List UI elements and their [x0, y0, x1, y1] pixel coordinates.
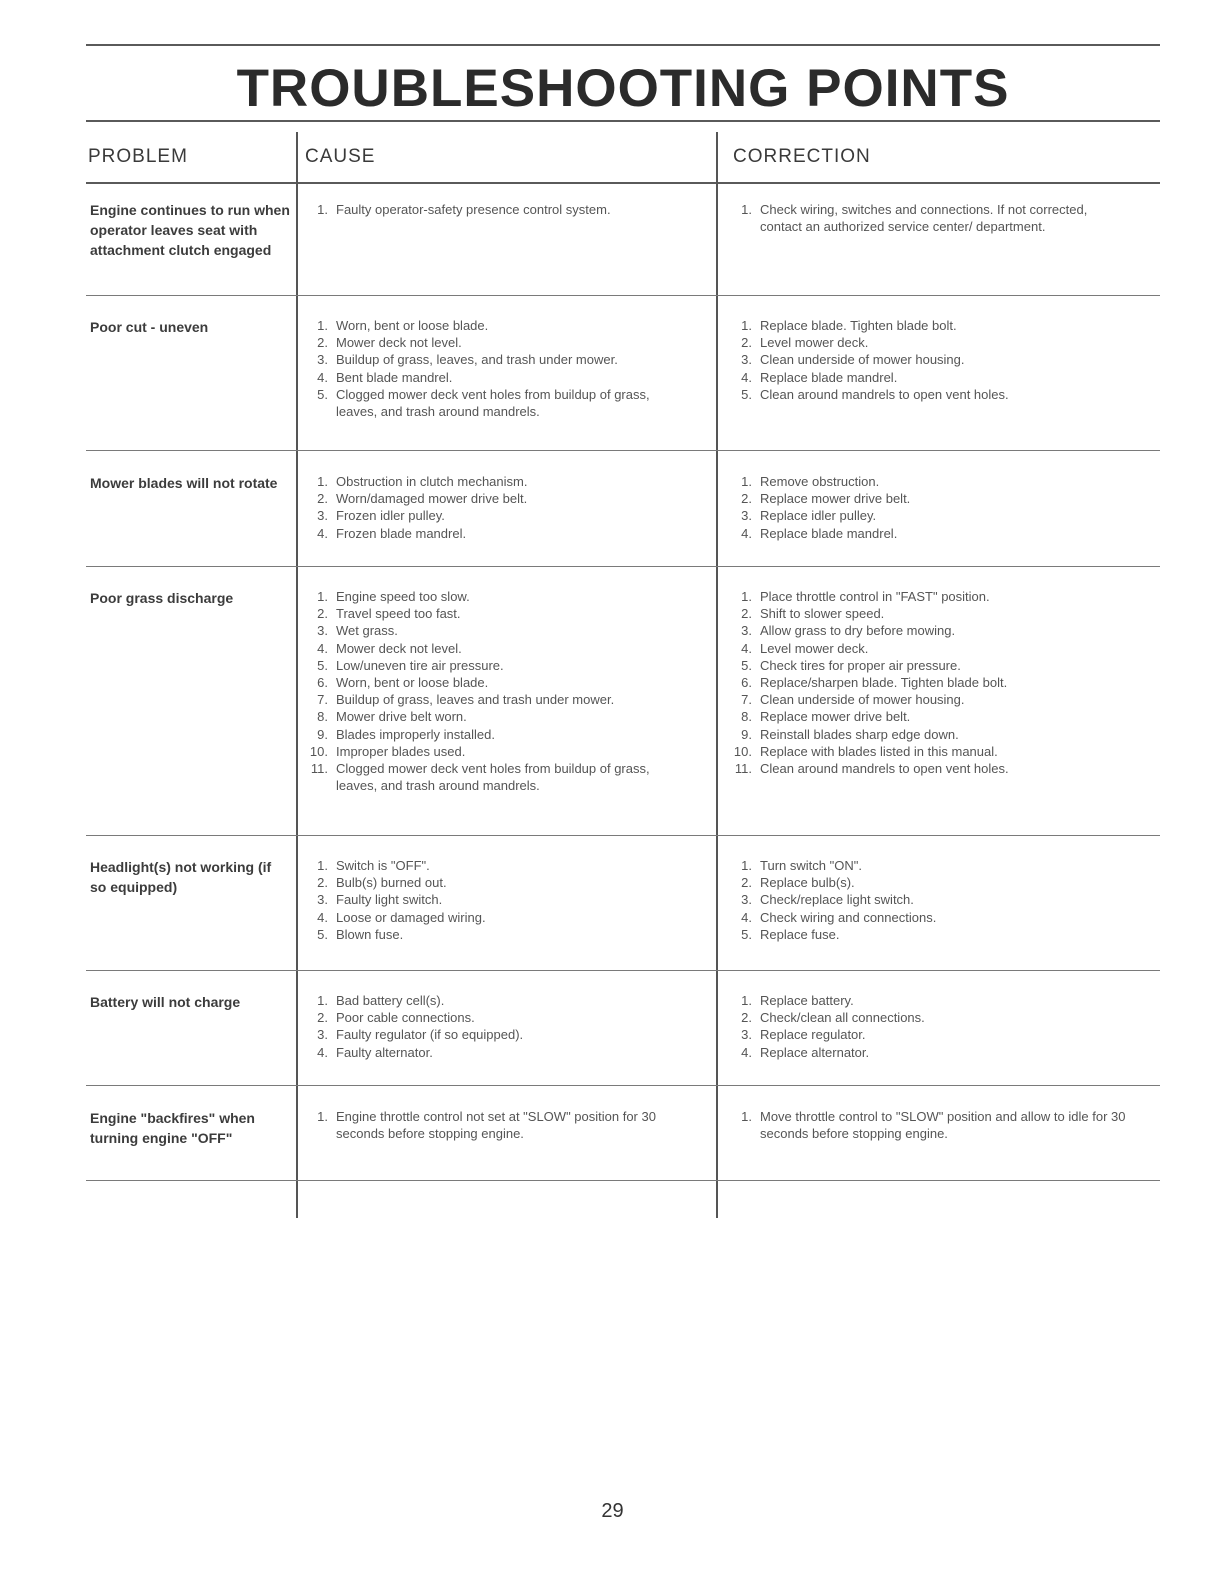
- list-item: 2. Travel speed too fast.: [317, 606, 461, 622]
- list-item: 2. Poor cable connections.: [317, 1010, 475, 1026]
- list-item: 1. Worn, bent or loose blade.: [317, 318, 489, 333]
- header-cause: CAUSE: [305, 146, 376, 167]
- table-bottom-rule: [86, 1180, 1160, 1181]
- list-item: 1. Engine speed too slow.: [317, 589, 470, 604]
- list-item: 2. Bulb(s) burned out.: [317, 875, 447, 891]
- list-item: 8. Mower drive belt worn.: [317, 709, 467, 725]
- correction-list: [728, 992, 1128, 1061]
- list-item: 2. Shift to slower speed.: [741, 606, 885, 622]
- list-item: 11. Clean around mandrels to open vent holes.: [734, 761, 1009, 777]
- row-divider: [86, 1085, 1160, 1086]
- list-item: 1. Faulty operator-safety presence control system.: [317, 202, 611, 217]
- list-item: 3. Replace regulator.: [741, 1027, 866, 1043]
- correction-list: [728, 317, 1128, 403]
- list-item: 5. Low/uneven tire air pressure.: [317, 657, 504, 673]
- list-item: 2. Worn/damaged mower drive belt.: [317, 491, 528, 507]
- list-item: 9. Blades improperly installed.: [317, 726, 495, 742]
- list-item: 5. Blown fuse.: [317, 926, 404, 942]
- list-item: 3. Faulty light switch.: [317, 892, 443, 908]
- list-item: 2. Check/clean all connections.: [741, 1010, 925, 1026]
- correction-list: [728, 473, 1128, 542]
- page-title: TROUBLESHOOTING POINTS: [236, 59, 1010, 118]
- list-item: 1. Replace blade. Tighten blade bolt.: [741, 318, 957, 333]
- row-divider: [86, 835, 1160, 836]
- header-bottom-rule: [86, 182, 1160, 184]
- list-item: 3. Check/replace light switch.: [741, 892, 914, 908]
- list-item: 1. Remove obstruction.: [741, 474, 880, 489]
- problem-text: Battery will not charge: [90, 994, 241, 1010]
- list-item: 1. Obstruction in clutch mechanism.: [317, 474, 528, 489]
- list-item: 4. Bent blade mandrel.: [317, 369, 453, 385]
- problem-text: Mower blades will not rotate: [90, 475, 278, 491]
- list-item: 8. Replace mower drive belt.: [741, 709, 911, 725]
- cause-list: [304, 588, 684, 794]
- cause-list: [304, 201, 684, 218]
- list-item: 5. Clean around mandrels to open vent holes.: [741, 386, 1009, 402]
- list-item: 7. Clean underside of mower housing.: [741, 692, 965, 708]
- cause-list: [304, 317, 684, 420]
- problem-text: Engine "backfires" when turning engine "OFF": [90, 1110, 255, 1146]
- list-item: 4. Level mower deck.: [741, 640, 869, 656]
- list-item: 1. Replace battery.: [741, 993, 854, 1008]
- list-item: 3. Wet grass.: [317, 623, 398, 639]
- title-bottom-rule: [86, 120, 1160, 122]
- top-rule: [86, 44, 1160, 46]
- row-divider: [86, 450, 1160, 451]
- list-item: 4. Replace alternator.: [741, 1044, 870, 1060]
- list-item: 4. Check wiring and connections.: [741, 909, 937, 925]
- cause-list: [304, 992, 684, 1061]
- list-item: 3. Buildup of grass, leaves, and trash under mower.: [317, 352, 618, 368]
- problem-text: Poor cut - uneven: [90, 319, 209, 335]
- cause-list: [304, 1108, 684, 1142]
- list-item: 5. Replace fuse.: [741, 926, 840, 942]
- list-item: 1. Bad battery cell(s).: [317, 993, 445, 1008]
- list-item: 1. Switch is "OFF".: [317, 858, 430, 873]
- list-item: 3. Clean underside of mower housing.: [741, 352, 965, 368]
- list-item: 1. Turn switch "ON".: [741, 858, 862, 873]
- list-item: 6. Replace/sharpen blade. Tighten blade bolt.: [741, 675, 1008, 691]
- list-item: 1. Engine throttle control not set at "SLOW" position for 30 seconds before stopping engine.: [317, 1109, 656, 1142]
- list-item: 10. Replace with blades listed in this manual.: [733, 743, 998, 759]
- cause-list: [304, 857, 684, 943]
- list-item: 6. Worn, bent or loose blade.: [317, 675, 489, 691]
- list-item: 1. Place throttle control in "FAST" position.: [741, 589, 990, 604]
- correction-list: [728, 201, 1128, 235]
- list-item: 7. Buildup of grass, leaves and trash under mower.: [317, 692, 615, 708]
- correction-list: [728, 857, 1128, 943]
- list-item: 3. Faulty regulator (if so equipped).: [317, 1027, 524, 1043]
- list-item: 2. Level mower deck.: [741, 335, 869, 351]
- list-item: 2. Mower deck not level.: [317, 335, 462, 351]
- header-problem: PROBLEM: [88, 146, 188, 167]
- list-item: 2. Replace mower drive belt.: [741, 491, 911, 507]
- row-divider: [86, 566, 1160, 567]
- page-number: 29: [601, 1500, 624, 1522]
- list-item: 1. Move throttle control to "SLOW" position and allow to idle for 30 seconds before stopping engine.: [741, 1109, 1126, 1142]
- problem-text: Poor grass discharge: [90, 590, 234, 606]
- list-item: 4. Loose or damaged wiring.: [317, 909, 486, 925]
- list-item: 4. Frozen blade mandrel.: [317, 525, 467, 541]
- list-item: 3. Replace idler pulley.: [741, 508, 877, 524]
- problem-text: Headlight(s) not working (if so equipped): [90, 859, 272, 895]
- list-item: 4. Faulty alternator.: [317, 1044, 433, 1060]
- list-item: 4. Replace blade mandrel.: [741, 369, 898, 385]
- list-item: 3. Frozen idler pulley.: [317, 508, 445, 524]
- problem-text: Engine continues to run when operator leaves seat with attachment clutch engaged: [90, 202, 290, 258]
- correction-list: [728, 1108, 1128, 1142]
- list-item: 4. Replace blade mandrel.: [741, 525, 898, 541]
- list-item: 3. Allow grass to dry before mowing.: [741, 623, 956, 639]
- list-item: 4. Mower deck not level.: [317, 640, 462, 656]
- header-correction: CORRECTION: [733, 146, 871, 167]
- list-item: 1. Check wiring, switches and connections. If not corrected, contact an authorized service center/ department.: [741, 202, 1088, 235]
- cause-list: [304, 473, 684, 542]
- list-item: 5. Clogged mower deck vent holes from buildup of grass, leaves, and trash around mandrels.: [317, 386, 650, 420]
- row-divider: [86, 970, 1160, 971]
- list-item: 11. Clogged mower deck vent holes from buildup of grass, leaves, and trash around mandrels.: [310, 761, 650, 794]
- list-item: 9. Reinstall blades sharp edge down.: [741, 726, 959, 742]
- list-item: 5. Check tires for proper air pressure.: [741, 657, 961, 673]
- correction-list: [728, 588, 1128, 777]
- row-divider: [86, 295, 1160, 296]
- list-item: 2. Replace bulb(s).: [741, 875, 855, 891]
- list-item: 10. Improper blades used.: [309, 743, 466, 759]
